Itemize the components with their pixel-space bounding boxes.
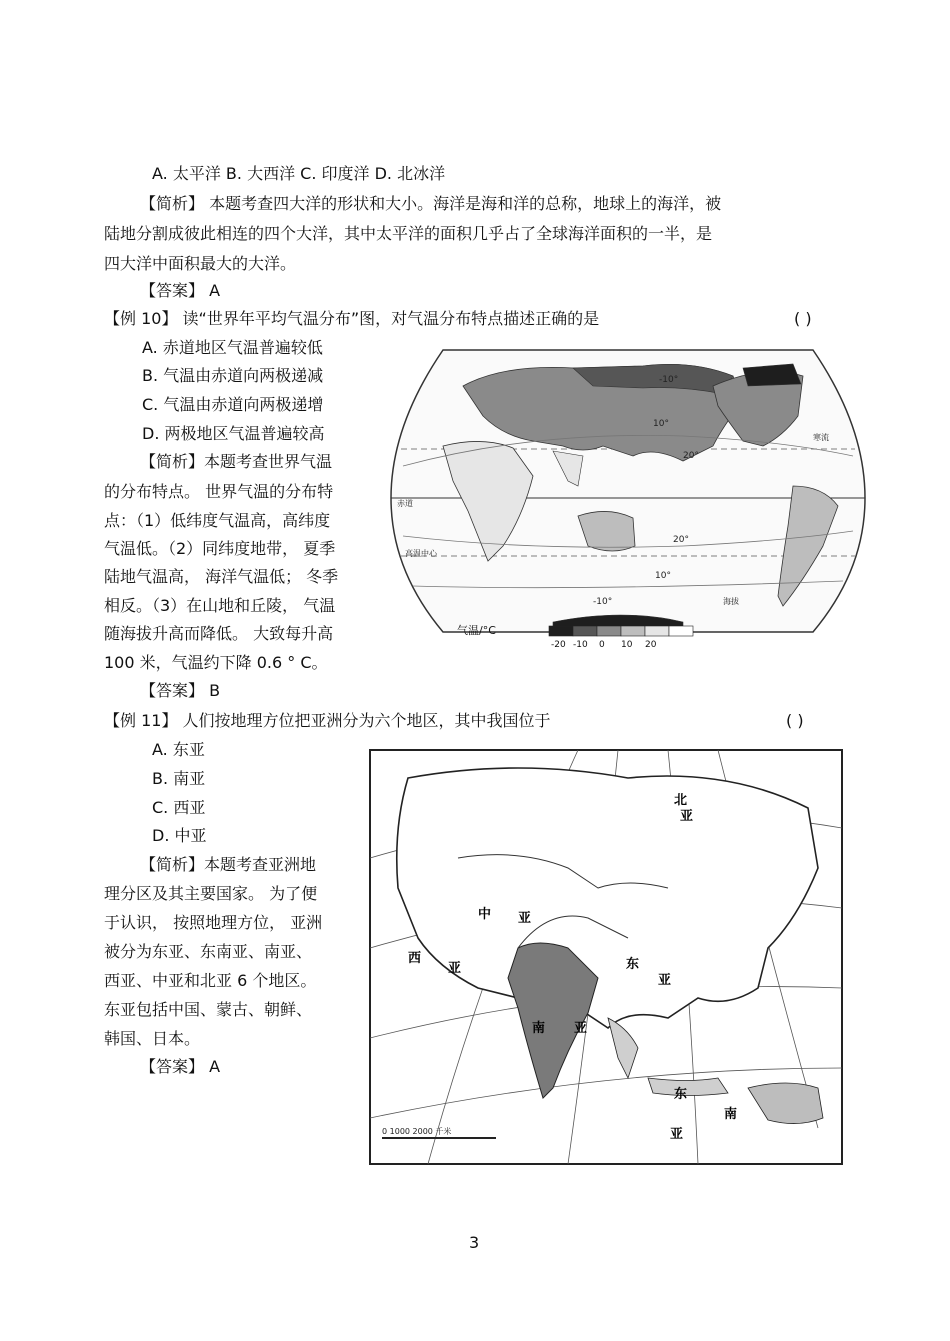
isotherm-label: 10° [653,419,669,429]
region-label: 亚 [658,973,672,988]
asia-regions-map [368,748,844,1166]
region-label: 南 [532,1021,546,1036]
q10-analysis-line-8: 100 米，气温约下降 0.6 ° C。 [104,653,328,672]
legend-tick: 0 [599,640,605,650]
place-label: 海拔 [723,597,739,606]
q11-option-d: D. 中亚 [152,826,207,845]
q9-analysis-line-2: 陆地分割成彼此相连的四个大洋，其中太平洋的面积几乎占了全球海洋面积的一半，是 [104,224,713,243]
q10-option-b: B. 气温由赤道向两极递减 [142,366,324,385]
q10-analysis-line-1: 【简析】本题考查世界气温 [140,452,333,471]
q9-options: A. 太平洋 B. 大西洋 C. 印度洋 D. 北冰洋 [152,164,446,183]
region-label: 中 [478,907,492,922]
q9-answer: 【答案】 A [140,281,221,300]
q11-analysis-line-3: 于认识， 按照地理方位， 亚洲 [104,913,323,932]
world-temperature-map-svg [383,346,875,656]
q10-answer-bracket: ( ) [794,309,812,328]
q10-analysis-line-7: 随海拔升高而降低。 大致每升高 [104,624,334,643]
region-label: 亚 [574,1021,588,1036]
region-label: 南 [724,1107,738,1122]
legend-swatch [645,626,669,636]
q11-option-c: C. 西亚 [152,798,206,817]
legend-tick: 20 [645,640,657,650]
q11-analysis-line-4: 被分为东亚、东南亚、南亚、 [104,942,313,961]
isotherm-label: 10° [655,571,671,581]
scale-label: 0 1000 2000 千米 [382,1127,452,1136]
q11-analysis-line-6: 东亚包括中国、蒙古、朝鲜、 [104,1000,313,1019]
q11-stem: 【例 11】 人们按地理方位把亚洲分为六个地区，其中我国位于 [104,711,551,730]
q10-stem: 【例 10】 读“世界年平均气温分布”图，对气温分布特点描述正确的是 [104,309,600,328]
legend-swatch [669,626,693,636]
q10-analysis-line-4: 气温低。（2）同纬度地带， 夏季 [104,539,336,558]
q11-option-a: A. 东亚 [152,740,205,759]
region-label: 东 [626,957,640,972]
q10-option-a: A. 赤道地区气温普遍较低 [142,338,323,357]
q9-analysis-line-3: 四大洋中面积最大的大洋。 [104,254,297,273]
q10-analysis-line-3: 点：（1）低纬度气温高，高纬度 [104,511,331,530]
q11-analysis-line-5: 西亚、中亚和北亚 6 个地区。 [104,971,317,990]
q11-analysis-line-1: 【简析】本题考查亚洲地 [140,855,317,874]
q10-analysis-line-6: 相反。（3）在山地和丘陵， 气温 [104,596,336,615]
isotherm-label: -10° [659,375,679,385]
place-label: 寒流 [813,433,829,442]
legend-tick: -10 [573,640,588,650]
legend-swatch [597,626,621,636]
region-label: 亚 [518,911,532,926]
region-label: 亚 [448,961,462,976]
q9-analysis-line-1: 【简析】 本题考查四大洋的形状和大小。海洋是海和洋的总称，地球上的海洋，被 [140,194,722,213]
isotherm-label: 20° [683,451,699,461]
region-label: 东 [674,1087,688,1102]
legend-swatch [549,626,573,636]
asia-regions-map-svg [368,748,844,1166]
q10-analysis-line-2: 的分布特点。 世界气温的分布特 [104,482,334,501]
q11-answer-bracket: ( ) [786,711,804,730]
q11-analysis-line-2: 理分区及其主要国家。 为了便 [104,884,318,903]
legend-tick: -20 [551,640,566,650]
region-label: 北 [674,793,688,808]
legend-swatch [573,626,597,636]
q11-answer: 【答案】 A [140,1057,221,1076]
place-label: 高温中心 [405,549,437,558]
q10-option-d: D. 两极地区气温普遍较高 [142,424,325,443]
page-number: 3 [469,1233,480,1252]
isotherm-label: 20° [673,535,689,545]
region-label: 亚 [670,1127,684,1142]
legend-label: 气温/°C [457,624,496,637]
q11-option-b: B. 南亚 [152,769,206,788]
temperature-legend [549,626,693,636]
region-label: 亚 [680,809,694,824]
isotherm-label: -10° [593,597,613,607]
q11-analysis-line-7: 韩国、日本。 [104,1029,201,1048]
legend-swatch [621,626,645,636]
region-label: 西 [408,951,422,966]
q10-answer: 【答案】 B [140,681,221,700]
q10-analysis-line-5: 陆地气温高， 海洋气温低； 冬季 [104,567,339,586]
legend-tick: 10 [621,640,633,650]
q10-option-c: C. 气温由赤道向两极递增 [142,395,324,414]
world-temperature-map [383,346,875,656]
place-label: 赤道 [397,499,413,508]
